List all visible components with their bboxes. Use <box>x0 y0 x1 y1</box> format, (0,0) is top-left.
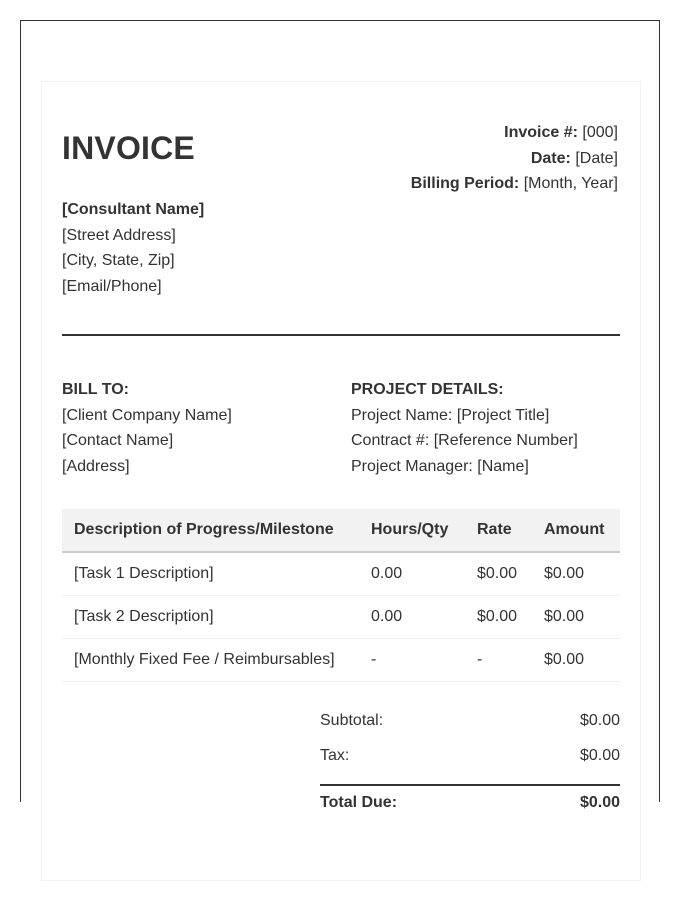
project-manager: Project Manager: [Name] <box>351 457 529 475</box>
project-details-block <box>351 377 578 479</box>
total-due-value: $0.00 <box>579 794 620 811</box>
tax-row <box>320 738 620 773</box>
consultant-city: [City, State, Zip] <box>62 252 175 269</box>
document-frame <box>20 20 660 811</box>
invoice-date-line <box>411 146 618 172</box>
bill-to-company: [Client Company Name] <box>62 406 232 424</box>
invoice-date-value: [Date] <box>575 149 618 167</box>
billing-period-line <box>411 171 618 197</box>
subtotal-label: Subtotal: <box>320 712 384 729</box>
row-rate: - <box>465 639 532 682</box>
invoice-number-line <box>411 120 618 146</box>
tax-value: $0.00 <box>579 747 620 764</box>
subtotal-value: $0.00 <box>579 712 620 729</box>
bill-to-address: [Address] <box>62 457 130 475</box>
table-header-row <box>62 509 620 552</box>
consultant-name: [Consultant Name] <box>62 201 205 218</box>
bill-to-contact: [Contact Name] <box>62 432 174 449</box>
row-description: [Monthly Fixed Fee / Reimbursables] <box>62 639 359 682</box>
invoice-title: INVOICE <box>62 130 195 166</box>
line-items-table <box>62 509 620 682</box>
header-divider <box>62 334 620 336</box>
header-hours-qty: Hours/Qty <box>359 509 465 552</box>
total-due-row <box>320 786 620 821</box>
row-description: [Task 1 Description] <box>62 552 359 596</box>
row-rate: $0.00 <box>465 552 532 596</box>
billing-period-value: [Month, Year] <box>523 175 618 192</box>
bill-to-block <box>62 377 232 479</box>
project-details-heading: PROJECT DETAILS: <box>351 381 504 398</box>
billing-period-label: Billing Period: <box>410 175 520 192</box>
total-due-label: Total Due: <box>320 794 398 811</box>
consultant-contact: [Email/Phone] <box>62 277 162 295</box>
project-contract: Contract #: [Reference Number] <box>351 432 578 449</box>
consultant-block <box>62 197 204 299</box>
invoice-number-value: [000] <box>582 124 618 141</box>
row-amount: $0.00 <box>532 596 620 639</box>
row-rate: $0.00 <box>465 596 532 639</box>
project-name: Project Name: [Project Title] <box>351 406 550 424</box>
consultant-street: [Street Address] <box>62 226 176 244</box>
table-row <box>62 596 620 639</box>
row-hours-qty: 0.00 <box>359 552 465 596</box>
invoice-date-label: Date: <box>530 149 571 167</box>
header-amount: Amount <box>532 509 620 552</box>
invoice-number-label: Invoice #: <box>504 124 578 141</box>
row-amount: $0.00 <box>532 639 620 682</box>
row-hours-qty: - <box>359 639 465 682</box>
row-amount: $0.00 <box>532 552 620 596</box>
tax-label: Tax: <box>320 747 350 764</box>
invoice-meta <box>411 120 618 197</box>
header-description: Description of Progress/Milestone <box>62 509 359 552</box>
subtotal-row <box>320 703 620 738</box>
row-description: [Task 2 Description] <box>62 596 359 639</box>
row-hours-qty: 0.00 <box>359 596 465 639</box>
table-row <box>62 552 620 596</box>
totals-block <box>320 703 620 821</box>
bill-to-heading: BILL TO: <box>62 381 129 398</box>
table-row <box>62 639 620 682</box>
header-rate: Rate <box>465 509 532 552</box>
